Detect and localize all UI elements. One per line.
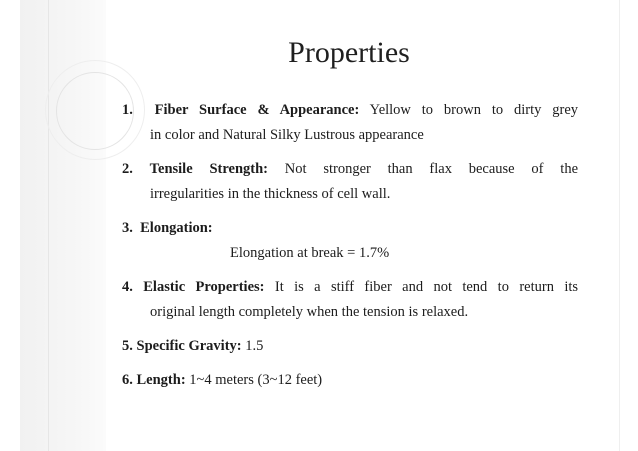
decorative-divider bbox=[48, 0, 49, 451]
list-item-elastic-properties bbox=[122, 275, 578, 325]
list-number: 6. bbox=[122, 372, 133, 388]
list-number: 3. bbox=[122, 220, 133, 236]
list-item-fiber-surface bbox=[122, 98, 578, 148]
list-item-label: Elongation: bbox=[140, 220, 213, 236]
list-item-continuation: original length completely when the tension is relaxed. bbox=[150, 304, 469, 320]
list-number: 2. bbox=[122, 161, 133, 177]
list-item-label: Tensile Strength: bbox=[149, 161, 268, 177]
list-number: 4. bbox=[122, 279, 133, 295]
list-number: 1. bbox=[122, 102, 133, 118]
list-item-continuation: in color and Natural Silky Lustrous appearance bbox=[150, 127, 424, 143]
list-item-label: Specific Gravity: bbox=[136, 338, 242, 354]
list-item-tensile-strength bbox=[122, 157, 578, 207]
list-item-first-line bbox=[122, 98, 578, 123]
properties-list bbox=[122, 98, 578, 402]
list-item-text: 1~4 meters (3~12 feet) bbox=[189, 372, 323, 388]
list-item-text: Yellow to brown to dirty grey bbox=[369, 102, 579, 118]
list-item-continuation: irregularities in the thickness of cell wall. bbox=[150, 186, 391, 202]
list-item-text: Not stronger than flax because of the bbox=[284, 161, 579, 177]
list-item-first-line bbox=[122, 275, 578, 300]
list-item-elongation bbox=[122, 216, 578, 266]
list-item-label: Fiber Surface & Appearance: bbox=[154, 102, 360, 118]
list-item-first-line bbox=[122, 334, 578, 359]
list-number: 5. bbox=[122, 338, 133, 354]
list-item-specific-gravity bbox=[122, 334, 578, 359]
list-item-first-line bbox=[122, 368, 578, 393]
list-item-text: 1.5 bbox=[245, 338, 264, 354]
elongation-value: Elongation at break = 1.7% bbox=[230, 245, 390, 261]
decorative-divider-right bbox=[619, 0, 620, 451]
list-item-first-line bbox=[122, 157, 578, 182]
list-item-length bbox=[122, 368, 578, 393]
list-item-label: Length: bbox=[136, 372, 186, 388]
list-item-label: Elastic Properties: bbox=[143, 279, 265, 295]
list-item-first-line bbox=[122, 216, 578, 241]
slide-title: Properties bbox=[288, 36, 410, 69]
list-item-text: It is a stiff fiber and not tend to return its bbox=[274, 279, 579, 295]
